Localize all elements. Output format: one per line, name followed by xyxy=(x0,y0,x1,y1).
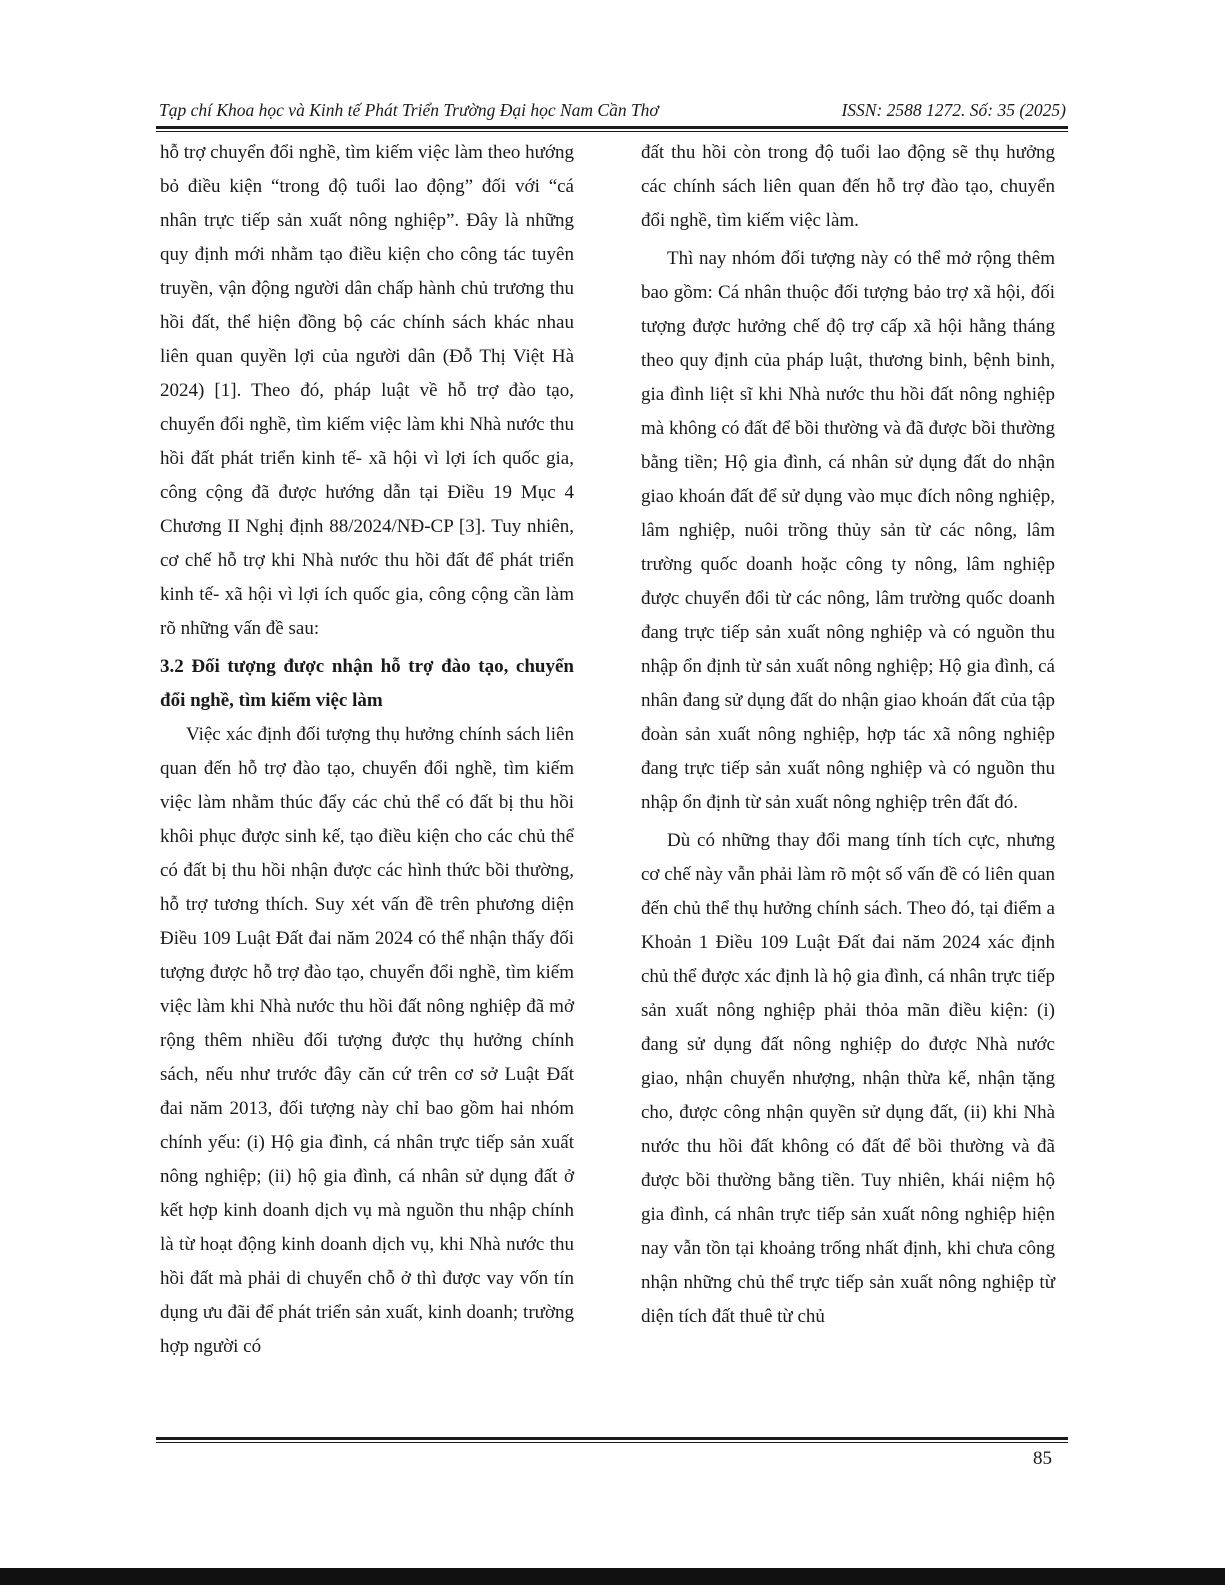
right-column xyxy=(641,136,1055,1334)
journal-title: Tạp chí Khoa học và Kinh tế Phát Triển Trường Đại học Nam Cần Thơ xyxy=(159,100,659,120)
paragraph: Thì nay nhóm đối tượng này có thể mở rộng thêm bao gồm: Cá nhân thuộc đối tượng bảo trợ xã hội, đối tượng được hưởng chế độ trợ cấp xã hội hằng tháng theo quy định của pháp luật, thương binh, bệnh binh, gia đình liệt sĩ khi Nhà nước thu hồi đất nông nghiệp mà không có đất để bồi thường và đã được bồi thường bằng tiền; Hộ gia đình, cá nhân sử dụng đất do nhận giao khoán đất để sử dụng vào mục đích nông nghiệp, lâm nghiệp, nuôi trồng thủy sản từ các nông, lâm trường quốc doanh hoặc công ty nông, lâm nghiệp được chuyển đổi từ các nông, lâm trường quốc doanh đang trực tiếp sản xuất nông nghiệp và có nguồn thu nhập ổn định từ sản xuất nông nghiệp; Hộ gia đình, cá nhân đang sử dụng đất do nhận giao khoán đất của tập đoàn sản xuất nông nghiệp, hợp tác xã nông nghiệp đang trực tiếp sản xuất nông nghiệp và có nguồn thu nhập ổn định từ sản xuất nông nghiệp trên đất đó. xyxy=(641,248,1055,813)
paragraph: hỗ trợ chuyển đổi nghề, tìm kiếm việc làm theo hướng bỏ điều kiện “trong độ tuổi lao động” đối với “cá nhân trực tiếp sản xuất nông nghiệp”. Đây là những quy định mới nhằm tạo điều kiện cho công tác tuyên truyền, vận động người dân chấp hành chủ trương thu hồi đất, thể hiện đồng bộ các chính sách khác nhau liên quan quyền lợi của người dân (Đỗ Thị Việt Hà 2024) [1]. Theo đó, pháp luật về hỗ trợ đào tạo, chuyển đổi nghề, tìm kiếm việc làm khi Nhà nước thu hồi đất phát triển kinh tế- xã hội vì lợi ích quốc gia, công cộng đã được hướng dẫn tại Điều 19 Mục 4 Chương II Nghị định 88/2024/NĐ-CP [3]. Tuy nhiên, cơ chế hỗ trợ khi Nhà nước thu hồi đất để phát triển kinh tế- xã hội vì lợi ích quốc gia, công cộng cần làm rõ những vấn đề sau: xyxy=(160,142,575,639)
running-header xyxy=(159,98,1066,122)
paragraph: Việc xác định đối tượng thụ hưởng chính sách liên quan đến hỗ trợ đào tạo, chuyển đổi nghề, tìm kiếm việc làm nhằm thúc đẩy các chủ thể có đất bị thu hồi khôi phục được sinh kế, tạo điều kiện cho các chủ thể có đất bị thu hồi nhận được các hình thức bồi thường, hỗ trợ tương thích. Suy xét vấn đề trên phương diện Điều 109 Luật Đất đai năm 2024 có thể nhận thấy đối tượng được hỗ trợ đào tạo, chuyển đổi nghề, tìm kiếm việc làm khi Nhà nước thu hồi đất nông nghiệp đã mở rộng thêm nhiều đối tượng được thụ hưởng chính sách, nếu như trước đây căn cứ trên cơ sở Luật Đất đai năm 2013, đối tượng này chỉ bao gồm hai nhóm chính yếu: (i) Hộ gia đình, cá nhân trực tiếp sản xuất nông nghiệp; (ii) hộ gia đình, cá nhân sử dụng đất ở kết hợp kinh doanh dịch vụ mà nguồn thu nhập chính là từ hoạt động kinh doanh dịch vụ, khi Nhà nước thu hồi đất mà phải di chuyển chỗ ở thì được vay vốn tín dụng ưu đãi để phát triển sản xuất, kinh doanh; trường hợp người có xyxy=(160,724,574,1357)
footer-rule xyxy=(156,1437,1068,1440)
left-column xyxy=(160,136,574,1364)
section-heading: 3.2 Đối tượng được nhận hỗ trợ đào tạo, chuyển đổi nghề, tìm kiếm việc làm xyxy=(160,656,574,711)
paragraph: Dù có những thay đổi mang tính tích cực, nhưng cơ chế này vẫn phải làm rõ một số vấn đề có liên quan đến chủ thể thụ hưởng chính sách. Theo đó, tại điểm a Khoản 1 Điều 109 Luật Đất đai năm 2024 xác định chủ thể được xác định là hộ gia đình, cá nhân trực tiếp sản xuất nông nghiệp phải thỏa mãn điều kiện: (i) đang sử dụng đất nông nghiệp do được Nhà nước giao, nhận chuyển nhượng, nhận thừa kế, nhận tặng cho, được công nhận quyền sử dụng đất, (ii) khi Nhà nước thu hồi đất không có đất để bồi thường và đã được bồi thường bằng tiền. Tuy nhiên, khái niệm hộ gia đình, cá nhân trực tiếp sản xuất nông nghiệp hiện nay vẫn tồn tại khoảng trống nhất định, khi chưa công nhận những chủ thể trực tiếp sản xuất nông nghiệp từ diện tích đất thuê từ chủ xyxy=(641,830,1055,1327)
scan-edge-band xyxy=(0,1568,1225,1585)
issn-issue: ISSN: 2588 1272. Số: 35 (2025) xyxy=(841,100,1066,120)
header-rule xyxy=(156,126,1068,129)
paragraph: đất thu hồi còn trong độ tuổi lao động sẽ thụ hưởng các chính sách liên quan đến hỗ trợ đào tạo, chuyển đổi nghề, tìm kiếm việc làm. xyxy=(641,142,1055,231)
footer-rule-thin xyxy=(156,1442,1068,1443)
page-number: 85 xyxy=(1033,1448,1052,1469)
header-rule-thin xyxy=(156,131,1068,132)
